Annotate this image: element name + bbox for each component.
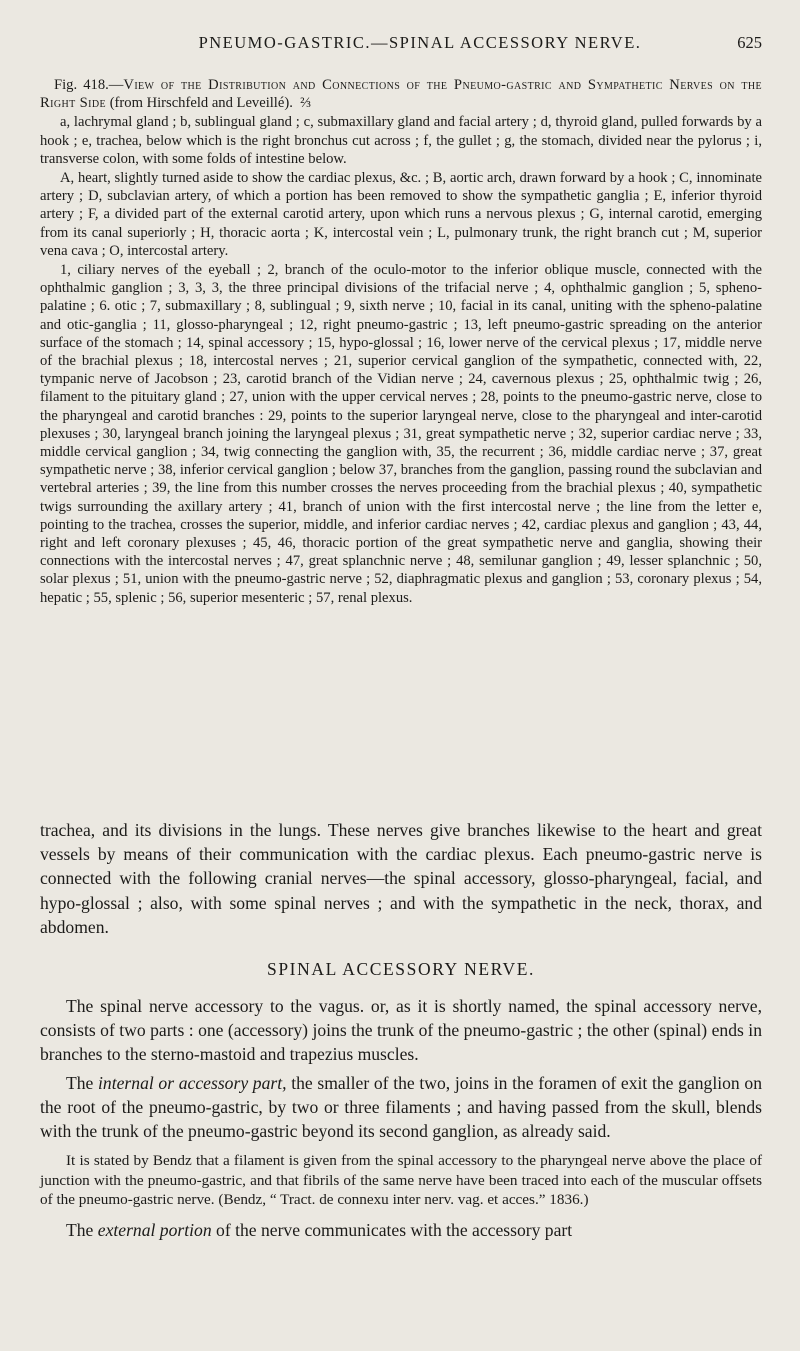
figure-title: View of the Distribution and Connections of the Pneumo-gastric and Sympathetic Nerves on the Right Side [40, 77, 762, 112]
paragraph-external-part [40, 1218, 762, 1242]
page-number: 625 [737, 33, 762, 52]
term-external-portion: external portion [97, 1219, 212, 1240]
footnote-paragraph-bendz: It is stated by Bendz that a filament is given from the spinal accessory to the pharyngeal nerve above the place of junction with the pneumo-gastric, and that fibrils of the same nerve have been traced into each of the muscular offsets of the pneumo-gastric nerve. (Bendz, “ Tract. de connexu inter nerv. vag. et acces.” 1836.) [40, 1152, 762, 1209]
continuation-paragraph: trachea, and its divisions in the lungs. These nerves give branches likewise to the heart and great vessels by means of their communication with the cardiac plexus. Each pneumo-gastric nerve is connected with the following cranial nerves—the spinal accessory, glosso-pharyngeal, facial, and hypo-glossal ; also, with some spinal nerves ; and with the sympathetic in the neck, thorax, and abdomen. [40, 820, 762, 937]
paragraph-internal-rest: the smaller of the two, joins in the foramen of exit the ganglion on the root of the pneumo-gastric, by two or three filaments ; and having passed from the skull, blends with the trunk of the pneumo-gastric beyond its second ganglion, as already said. [40, 1072, 762, 1142]
body-text [40, 818, 762, 1242]
figure-scale: ⅔ [300, 95, 312, 112]
figure-caption [40, 76, 762, 607]
running-head-title: PNEUMO-GASTRIC.—SPINAL ACCESSORY NERVE. [198, 33, 642, 52]
figure-label: Fig. 418.— [54, 77, 124, 93]
section-heading: SPINAL ACCESSORY NERVE. [267, 959, 535, 980]
paragraph-intro: The spinal nerve accessory to the vagus. or, as it is shortly named, the spinal accessory nerve, consists of two parts : one (accessory) joins the trunk of the pneumo-gastric ; the other (spinal) ends in branches to the sterno-mastoid and trapezius muscles. [40, 996, 762, 1065]
figure-source: (from Hirschfeld and Leveillé). [106, 95, 293, 112]
term-internal-part: internal or accessory part, [98, 1072, 287, 1093]
legend-numbers: 1, ciliary nerves of the eyeball ; 2, branch of the oculo-motor to the inferior oblique muscle, connected with the ophthalmic ganglion ; 3, 3, 3, the three principal divisions of the trifacial nerve ; 4, ophthalmic ganglion ; 5, spheno-palatine ; 6. otic ; 7, submaxillary ; 8, sublingual ; 9, sixth nerve ; 10, facial in its canal, uniting with the spheno-palatine and otic-ganglia ; 11, glosso-pharyngeal ; 12, right pneumo-gastric ; 13, left pneumo-gastric spreading on the anterior surface of the stomach ; 14, spinal accessory ; 15, hypo-glossal ; 16, lower nerve of the cervical plexus ; 17, middle nerve of the brachial plexus ; 18, intercostal nerves ; 21, superior cervical ganglion of the sympathetic, connected with, 22, tympanic nerve of Jacobson ; 23, carotid branch of the Vidian nerve ; 24, cavernous plexus ; 25, ophthalmic twig ; 26, filament to the pituitary gland ; 27, union with the upper cervical nerves ; 28, points to the pneumo-gastric nerve, close to the pharyngeal and carotid branches : 29, points to the superior laryngeal nerve, close to the pharyngeal and inter-carotid plexuses ; 30, laryngeal branch joining the laryngeal plexus ; 31, great sympathetic nerve ; 32, superior cardiac nerve ; 33, middle cervical ganglion ; 34, twig connecting the ganglion with, 35, the recurrent ; 36, middle cardiac nerve ; 37, great sympathetic nerve ; 38, inferior cervical ganglion ; below 37, branches from the ganglion, passing round the subclavian and vertebral arteries ; 39, the line from this number crosses the nerves proceeding from the brachial plexus ; 40, sympathetic twigs surrounding the axillary artery ; 41, branch of union with the first intercostal nerve ; the line from the letter e, pointing to the trachea, crosses the superior, middle, and inferior cardiac nerves ; 42, cardiac plexus and ganglion ; 43, 44, right and left coronary plexuses ; 45, 46, thoracic portion of the great sympathetic nerve and ganglia, showing their connections with the intercostal nerves ; 47, great splanchnic nerve ; 48, semilunar ganglion ; 49, lesser splanchnic ; 50, solar plexus ; 51, union with the pneumo-gastric nerve ; 52, diaphragmatic plexus and ganglion ; 53, coronary plexus ; 54, hepatic ; 55, splenic ; 56, superior mesenteric ; 57, renal plexus. [40, 262, 762, 606]
legend-uppercase-letters: A, heart, slightly turned aside to show the cardiac plexus, &c. ; B, aortic arch, drawn forward by a hook ; C, innominate artery ; D, subclavian artery, of which a portion has been removed to show the sympathetic ganglia ; E, inferior thyroid artery ; F, a divided part of the external carotid artery, upon which runs a nervous plexus ; G, internal carotid, emerging from its canal superiorly ; H, thoracic aorta ; K, intercostal vein ; L, pulmonary trunk, the right branch cut ; M, superior vena cava ; O, intercostal artery. [40, 170, 762, 259]
figure-title-line [40, 76, 762, 112]
paragraph-external-rest: of the nerve communicates with the accessory part [211, 1219, 573, 1240]
paragraph-external-lead: The [66, 1219, 98, 1240]
legend-lowercase-letters: a, lachrymal gland ; b, sublingual gland ; c, submaxillary gland and facial artery ; d, thyroid gland, pulled forwards by a hook ; e, trachea, below which is the right bronchus cut across ; f, the gullet ; g, the stomach, divided near the pylorus ; i, transverse colon, with some folds of intestine below. [40, 114, 762, 167]
paragraph-internal-part [40, 1071, 762, 1144]
running-head [38, 33, 762, 57]
paragraph-internal-lead: The [66, 1072, 99, 1093]
